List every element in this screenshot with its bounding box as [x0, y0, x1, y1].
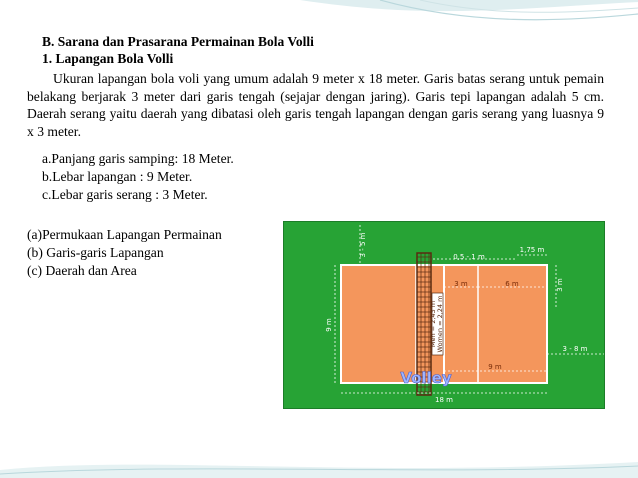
label-top-free-zone: 3 - 5 m: [359, 232, 367, 258]
label-net-height-women: Women = 2,24 m: [436, 295, 444, 353]
legend-item: (a)Permukaan Lapangan Permainan: [27, 227, 222, 242]
list-item: b.Lebar lapangan : 9 Meter.: [42, 169, 193, 184]
label-half-length: 9 m: [488, 363, 502, 371]
label-net-height-men: Men = 2,43 m: [429, 300, 437, 348]
paragraph-text: Ukuran lapangan bola voli yang umum adalah 9 meter x 18 meter. Garis batas serang untuk pemain belakang berjarak 3 meter dari garis tengah (sejajar dengan jaring). Garis tepi lapangan adalah 5 cm. Daerah serang yaitu daerah yang dibatasi oleh garis tengah lapangan dengan garis serang yang luasnya 9 x 3 meter.: [27, 71, 604, 139]
label-net-clearance: 0,5 - 1 m: [453, 253, 485, 261]
label-back-zone: 6 m: [505, 280, 519, 288]
volleyball-court-diagram: [283, 221, 605, 409]
intro-paragraph: [27, 70, 604, 140]
label-side-3m: 3 m: [556, 278, 564, 292]
watermark-logo: Volley: [400, 369, 452, 387]
label-free-zone: 3 - 8 m: [562, 345, 588, 353]
legend-item: (c) Daerah dan Area: [27, 263, 137, 278]
legend-item: (b) Garis-garis Lapangan: [27, 245, 164, 260]
label-court-length: 18 m: [435, 396, 453, 404]
list-item: a.Panjang garis samping: 18 Meter.: [42, 151, 234, 166]
label-attack-zone: 3 m: [454, 280, 468, 288]
list-item: c.Lebar garis serang : 3 Meter.: [42, 187, 208, 202]
label-court-width: 9 m: [325, 318, 333, 332]
section-heading: B. Sarana dan Prasarana Permainan Bola Volli: [42, 34, 314, 49]
label-post-offset: 1,75 m: [519, 246, 545, 254]
label-net-height: [429, 296, 444, 353]
section-subheading: 1. Lapangan Bola Volli: [42, 51, 174, 66]
